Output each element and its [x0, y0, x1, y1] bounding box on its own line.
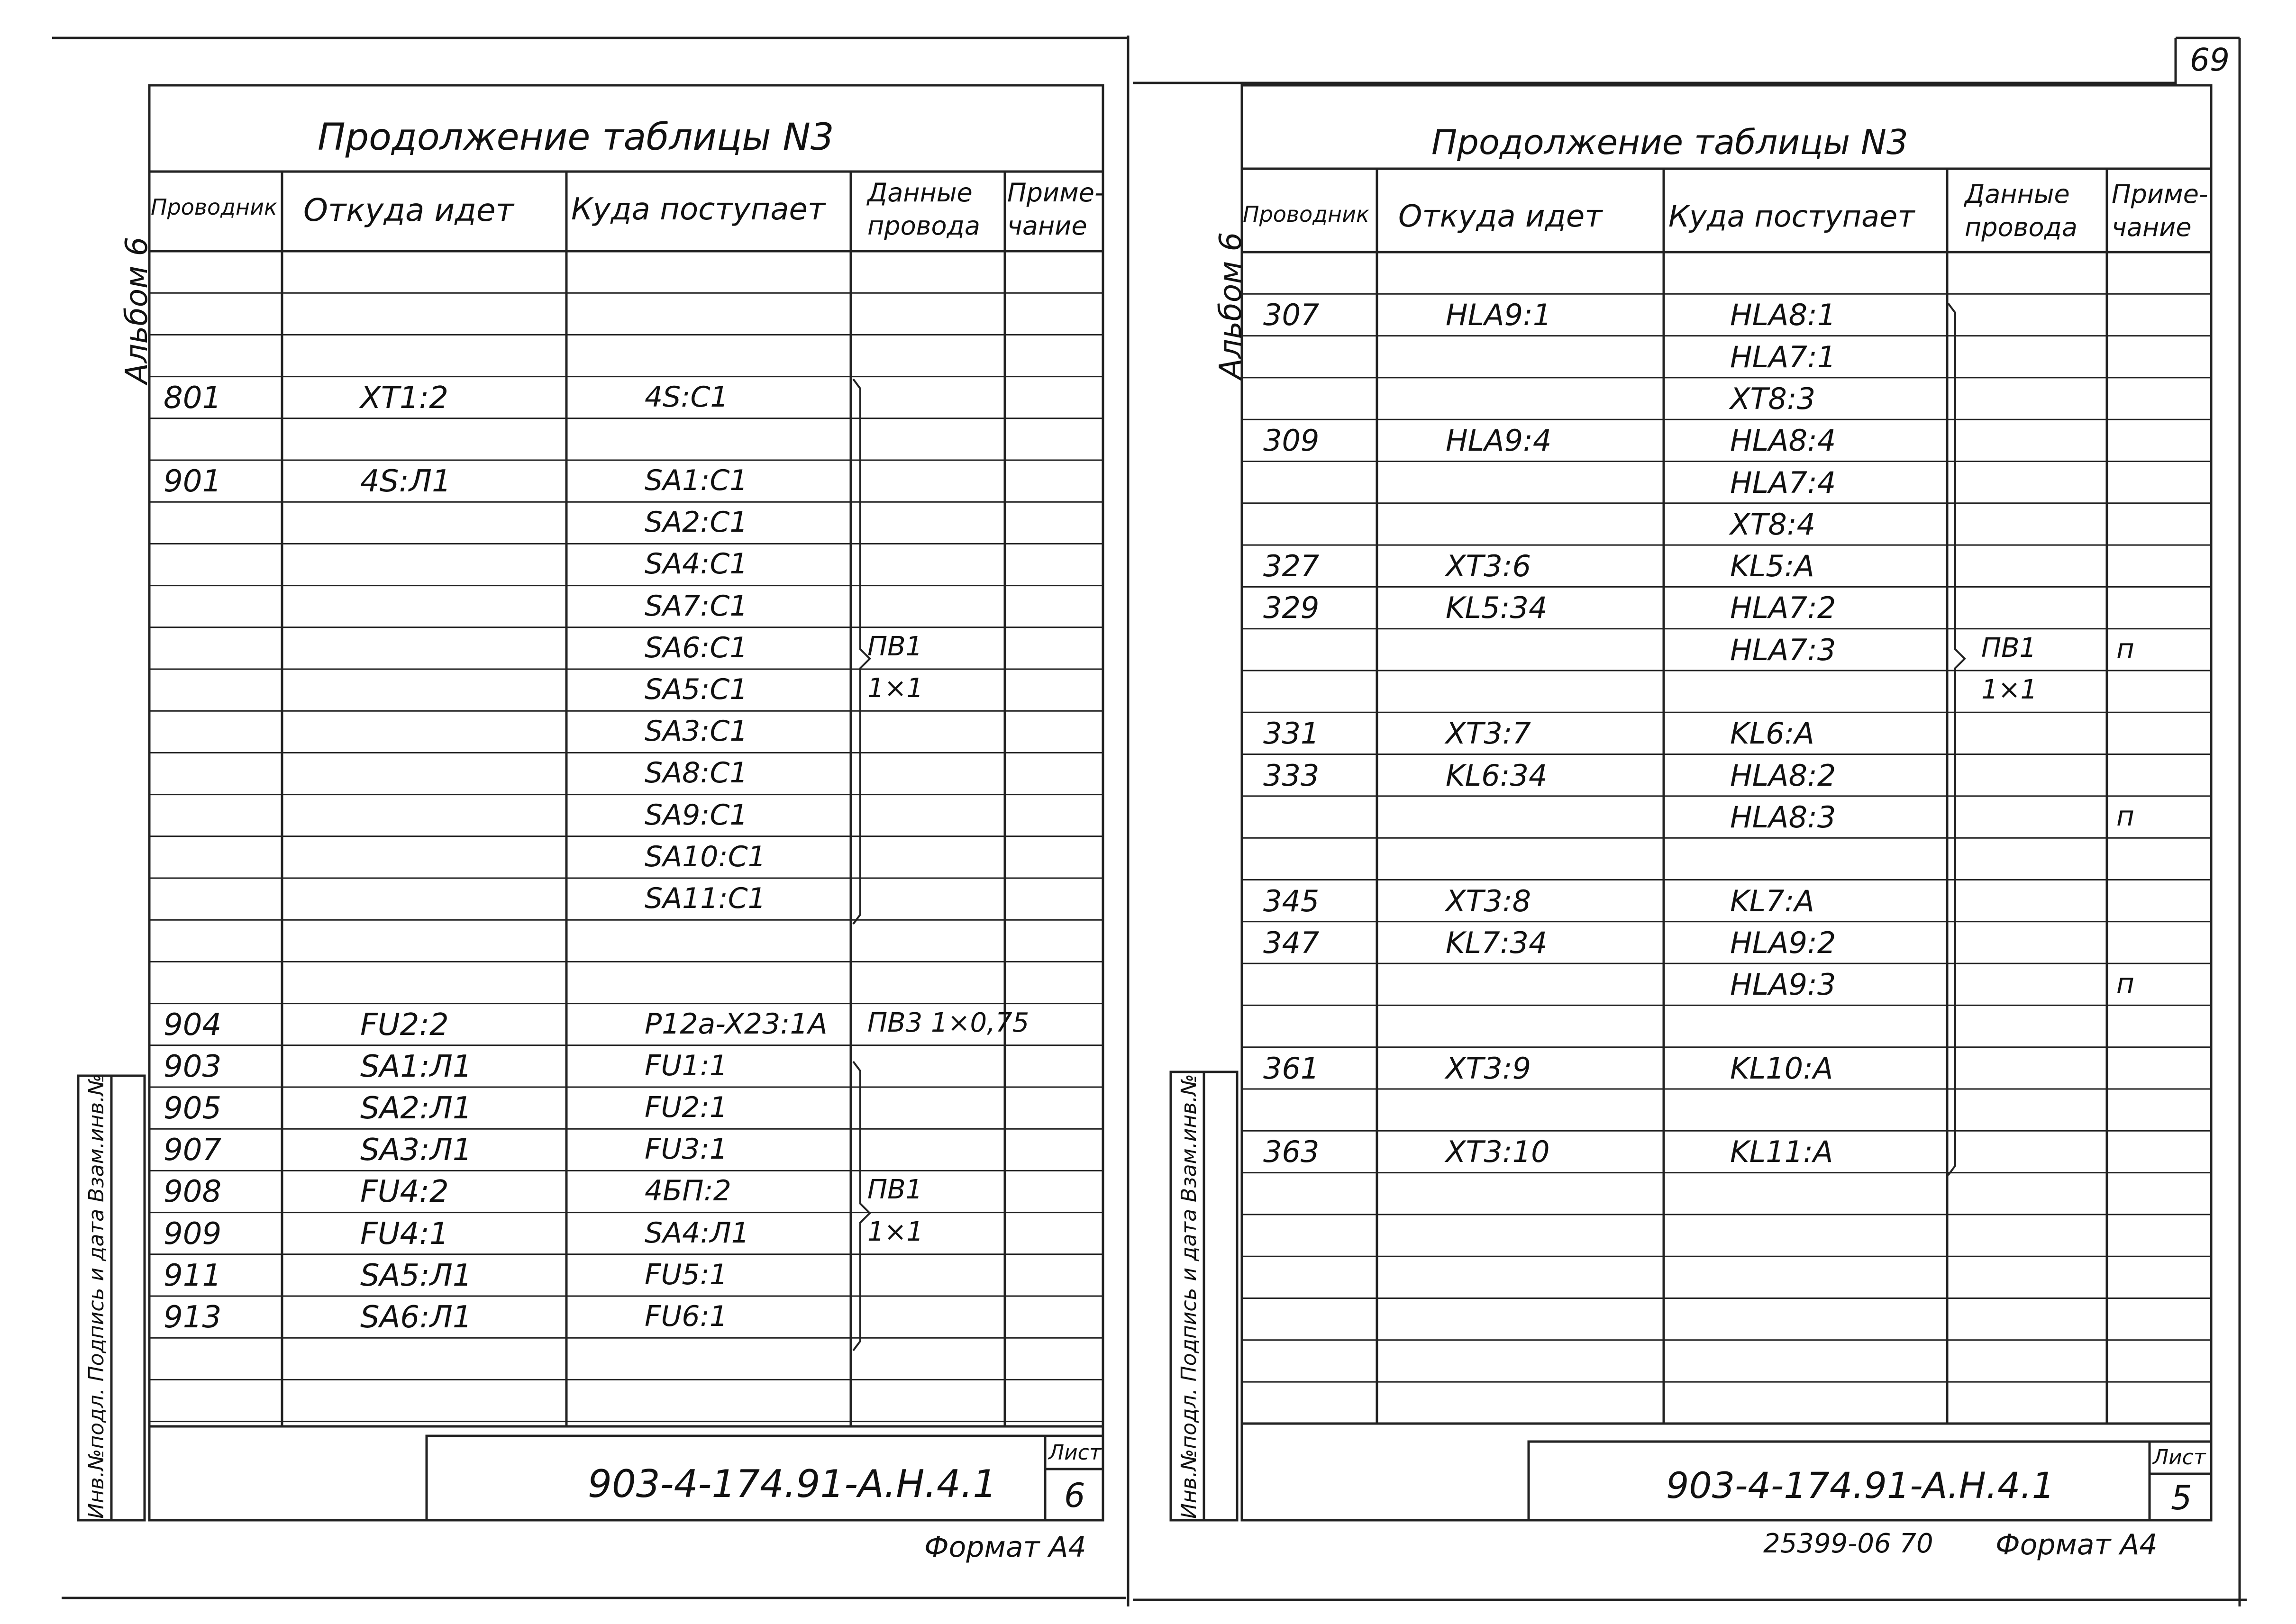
- note-cell: п: [2116, 632, 2134, 665]
- side-stamp: Инв.№подл. Подпись и дата Взам.инв.№: [84, 1074, 109, 1519]
- wire-data-cell: ПВ1: [1981, 632, 2037, 663]
- header-to: Куда поступает: [571, 192, 826, 227]
- sheet-number: 5: [2171, 1479, 2192, 1517]
- wire-data-cell: ПВ1: [867, 631, 923, 662]
- header-note-1: Приме-: [1007, 178, 1104, 208]
- header-wire-data-1: Данные: [1965, 179, 2070, 209]
- conductor-cell: 333: [1263, 758, 1320, 793]
- to-cell: 4S:C1: [645, 380, 729, 414]
- conductor-cell: 907: [164, 1133, 222, 1168]
- to-cell: HLA7:3: [1730, 632, 1836, 667]
- from-cell: HLA9:1: [1446, 298, 1552, 333]
- wire-data-cell: 1×1: [1981, 674, 2038, 705]
- from-cell: SA6:Л1: [360, 1300, 472, 1335]
- from-cell: HLA9:4: [1446, 423, 1552, 458]
- header-from: Откуда идет: [303, 192, 514, 228]
- to-cell: FU2:1: [645, 1091, 728, 1124]
- to-cell: SA5:C1: [645, 673, 748, 706]
- to-cell: SA11:C1: [645, 882, 766, 915]
- to-cell: HLA9:3: [1730, 967, 1836, 1002]
- conductor-cell: 363: [1263, 1134, 1320, 1170]
- to-cell: XT8:4: [1730, 507, 1816, 542]
- to-cell: KL10:A: [1730, 1051, 1833, 1086]
- conductor-cell: 329: [1263, 590, 1320, 626]
- header-note-1: Приме-: [2112, 179, 2208, 209]
- to-cell: HLA8:3: [1730, 799, 1836, 835]
- wire-data-cell: 1×1: [867, 1216, 924, 1247]
- conductor-cell: 331: [1263, 716, 1320, 751]
- conductor-cell: 904: [164, 1007, 222, 1043]
- to-cell: SA2:C1: [645, 506, 748, 539]
- album-label: Альбом 6: [1213, 232, 1248, 379]
- sheet-label: Лист: [2153, 1445, 2206, 1470]
- wire-data-cell: 1×1: [867, 673, 924, 704]
- from-cell: KL6:34: [1446, 758, 1548, 793]
- conductor-cell: 905: [164, 1091, 222, 1126]
- conductor-cell: 903: [164, 1049, 222, 1084]
- to-cell: FU5:1: [645, 1258, 728, 1291]
- from-cell: SA5:Л1: [360, 1258, 472, 1293]
- to-cell: XT8:3: [1730, 381, 1816, 416]
- document-code: 903-4-174.91-А.Н.4.1: [588, 1462, 997, 1506]
- conductor-cell: 909: [164, 1216, 222, 1252]
- to-cell: SA6:C1: [645, 631, 748, 664]
- from-cell: XT3:8: [1446, 883, 1531, 918]
- document-code: 903-4-174.91-А.Н.4.1: [1666, 1464, 2055, 1506]
- conductor-cell: 913: [164, 1300, 222, 1335]
- to-cell: P12a-X23:1A: [645, 1007, 828, 1041]
- album-label: Альбом 6: [119, 236, 155, 384]
- to-cell: FU3:1: [645, 1133, 728, 1166]
- header-to: Куда поступает: [1668, 199, 1915, 234]
- from-cell: FU4:2: [360, 1174, 449, 1210]
- note-cell: п: [2116, 799, 2134, 832]
- to-cell: 4БП:2: [645, 1174, 731, 1208]
- to-cell: SA4:Л1: [645, 1216, 749, 1250]
- from-cell: KL5:34: [1446, 590, 1548, 626]
- to-cell: HLA7:2: [1730, 590, 1836, 626]
- conductor-cell: 908: [164, 1174, 222, 1210]
- conductor-cell: 901: [164, 464, 222, 499]
- format-label: Формат А4: [1995, 1528, 2158, 1561]
- header-wire-data-2: провода: [1965, 212, 2077, 242]
- to-cell: HLA7:4: [1730, 465, 1836, 500]
- sheet-number: 6: [1064, 1476, 1085, 1515]
- from-cell: FU2:2: [360, 1007, 449, 1043]
- header-wire-data-2: провода: [867, 211, 980, 241]
- to-cell: HLA8:4: [1730, 423, 1836, 458]
- to-cell: SA3:C1: [645, 715, 748, 748]
- header-note-2: чание: [2112, 212, 2192, 242]
- header-conductor: Проводник: [151, 194, 277, 220]
- from-cell: SA2:Л1: [360, 1091, 472, 1126]
- conductor-cell: 327: [1263, 549, 1320, 584]
- footer-stamp: 25399-06 70: [1763, 1528, 1933, 1559]
- page-number: 69: [2190, 42, 2230, 78]
- conductor-cell: 309: [1263, 423, 1320, 458]
- to-cell: SA4:C1: [645, 547, 748, 581]
- conductor-cell: 345: [1263, 883, 1320, 918]
- table-title: Продолжение таблицы N3: [318, 116, 834, 159]
- from-cell: XT3:6: [1446, 549, 1531, 584]
- to-cell: SA10:C1: [645, 840, 766, 873]
- from-cell: XT3:10: [1446, 1134, 1550, 1170]
- to-cell: KL5:A: [1730, 549, 1814, 584]
- from-cell: SA1:Л1: [360, 1049, 472, 1084]
- header-conductor: Проводник: [1243, 201, 1369, 227]
- to-cell: HLA7:1: [1730, 339, 1836, 374]
- to-cell: KL11:A: [1730, 1134, 1833, 1170]
- to-cell: HLA8:1: [1730, 298, 1836, 333]
- to-cell: HLA8:2: [1730, 758, 1836, 793]
- from-cell: FU4:1: [360, 1216, 449, 1252]
- side-stamp: Инв.№подл. Подпись и дата Взам.инв.№: [1177, 1074, 1201, 1519]
- conductor-cell: 911: [164, 1258, 222, 1293]
- from-cell: 4S:Л1: [360, 464, 451, 499]
- conductor-cell: 361: [1263, 1051, 1320, 1086]
- from-cell: XT3:9: [1446, 1051, 1531, 1086]
- to-cell: SA8:C1: [645, 756, 748, 790]
- to-cell: KL6:A: [1730, 716, 1814, 751]
- header-from: Откуда идет: [1398, 199, 1603, 234]
- to-cell: FU1:1: [645, 1049, 728, 1082]
- note-cell: п: [2116, 967, 2134, 1000]
- from-cell: KL7:34: [1446, 925, 1548, 960]
- to-cell: SA1:C1: [645, 464, 748, 497]
- table-title: Продолжение таблицы N3: [1431, 122, 1908, 162]
- to-cell: SA9:C1: [645, 798, 748, 832]
- wire-data-cell: ПВ1: [867, 1174, 923, 1206]
- conductor-cell: 801: [164, 380, 222, 416]
- to-cell: FU6:1: [645, 1300, 728, 1333]
- to-cell: SA7:C1: [645, 589, 748, 623]
- to-cell: KL7:A: [1730, 883, 1814, 918]
- header-wire-data-1: Данные: [867, 178, 973, 208]
- from-cell: XT3:7: [1446, 716, 1531, 751]
- to-cell: HLA9:2: [1730, 925, 1836, 960]
- from-cell: XT1:2: [360, 380, 448, 416]
- sheet-label: Лист: [1048, 1441, 1102, 1465]
- wire-data-cell: ПВ3 1×0,75: [867, 1007, 1030, 1038]
- format-label: Формат А4: [924, 1531, 1086, 1564]
- from-cell: SA3:Л1: [360, 1133, 472, 1168]
- conductor-cell: 347: [1263, 925, 1320, 960]
- conductor-cell: 307: [1263, 298, 1320, 333]
- header-note-2: чание: [1007, 211, 1087, 241]
